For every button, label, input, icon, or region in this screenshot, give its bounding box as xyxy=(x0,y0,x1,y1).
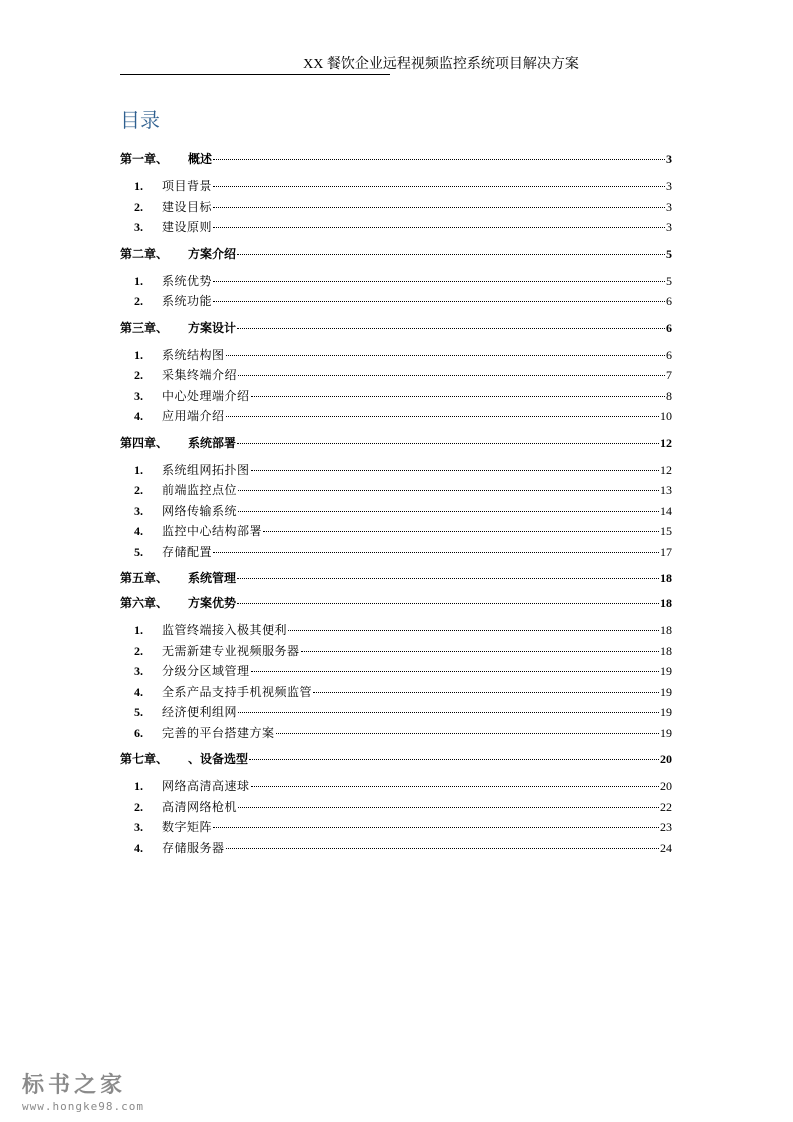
chapter-page-number: 3 xyxy=(666,152,672,166)
toc-section-entry[interactable] xyxy=(120,481,672,502)
section-number: 4. xyxy=(134,840,143,855)
section-title: 全系产品支持手机视频监管 xyxy=(162,684,313,699)
dot-leader xyxy=(251,671,659,672)
toc-section-entry[interactable] xyxy=(120,621,672,642)
toc-chapter-entry[interactable] xyxy=(120,594,672,615)
toc-section-entry[interactable] xyxy=(120,407,672,428)
dot-leader xyxy=(213,186,665,187)
toc-section-entry[interactable] xyxy=(120,272,672,293)
section-title: 监控中心结构部署 xyxy=(162,524,263,538)
chapter-number: 第七章、 xyxy=(120,752,169,766)
dot-leader xyxy=(226,416,659,417)
section-title: 存储服务器 xyxy=(162,840,225,855)
section-title: 应用端介绍 xyxy=(162,409,225,423)
toc-subsection-group xyxy=(120,346,672,428)
dot-leader xyxy=(213,301,665,302)
section-number: 3. xyxy=(134,220,143,234)
dot-leader xyxy=(237,254,665,255)
section-title: 系统优势 xyxy=(162,273,213,288)
dot-leader xyxy=(213,159,665,160)
section-number: 3. xyxy=(134,388,143,403)
watermark-brand: 标书之家 xyxy=(22,1073,127,1098)
section-number: 2. xyxy=(134,643,143,658)
section-number: 1. xyxy=(134,462,143,477)
dot-leader xyxy=(213,207,665,208)
section-title: 采集终端介绍 xyxy=(162,368,238,382)
dot-leader xyxy=(238,712,659,713)
section-number: 2. xyxy=(134,294,143,308)
dot-leader xyxy=(288,630,659,631)
toc-section-entry[interactable] xyxy=(120,502,672,523)
section-title: 前端监控点位 xyxy=(162,483,238,497)
section-number: 3. xyxy=(134,664,143,678)
section-page-number: 3 xyxy=(666,179,672,193)
page-header: XX 餐饮企业远程视频监控系统项目解决方案 xyxy=(303,57,579,72)
chapter-number: 第五章、 xyxy=(120,571,169,585)
section-number: 4. xyxy=(134,684,143,699)
toc-chapter-entry[interactable] xyxy=(120,150,672,171)
section-title: 系统组网拓扑图 xyxy=(162,462,250,477)
section-page-number: 23 xyxy=(660,820,672,834)
section-title: 数字矩阵 xyxy=(162,820,213,834)
section-title: 系统功能 xyxy=(162,294,213,308)
section-number: 1. xyxy=(134,779,143,793)
section-title: 无需新建专业视频服务器 xyxy=(162,643,300,658)
section-title: 完善的平台搭建方案 xyxy=(162,725,275,740)
toc-section-entry[interactable] xyxy=(120,218,672,239)
toc-section-entry[interactable] xyxy=(120,522,672,543)
section-number: 4. xyxy=(134,409,143,423)
dot-leader xyxy=(276,733,659,734)
toc-section-entry[interactable] xyxy=(120,366,672,387)
section-page-number: 5 xyxy=(666,273,672,288)
section-page-number: 19 xyxy=(660,725,672,740)
dot-leader xyxy=(213,827,659,828)
dot-leader xyxy=(237,328,665,329)
toc-section-entry[interactable] xyxy=(120,346,672,367)
dot-leader xyxy=(238,511,659,512)
chapter-page-number: 12 xyxy=(660,435,672,450)
chapter-page-number: 20 xyxy=(660,752,672,766)
toc-chapter-entry[interactable] xyxy=(120,434,672,455)
section-page-number: 8 xyxy=(666,388,672,403)
section-number: 6. xyxy=(134,725,143,740)
toc-subsection-group xyxy=(120,177,672,239)
section-title: 建设目标 xyxy=(162,199,213,214)
section-title: 高清网络枪机 xyxy=(162,799,238,814)
toc-section-entry[interactable] xyxy=(120,543,672,564)
section-title: 分级分区域管理 xyxy=(162,664,250,678)
toc-section-entry[interactable] xyxy=(120,387,672,408)
dot-leader xyxy=(238,490,659,491)
section-title: 网络传输系统 xyxy=(162,503,238,518)
dot-leader xyxy=(238,807,659,808)
toc-title: 目录 xyxy=(120,108,160,132)
section-number: 1. xyxy=(134,179,143,193)
toc-chapter-entry[interactable] xyxy=(120,319,672,340)
section-number: 2. xyxy=(134,799,143,814)
dot-leader xyxy=(237,578,659,579)
section-page-number: 20 xyxy=(660,779,672,793)
section-page-number: 14 xyxy=(660,503,672,518)
section-page-number: 19 xyxy=(660,664,672,678)
section-page-number: 3 xyxy=(666,220,672,234)
section-page-number: 6 xyxy=(666,294,672,308)
dot-leader xyxy=(213,552,659,553)
toc-subsection-group xyxy=(120,777,672,859)
section-title: 项目背景 xyxy=(162,179,213,193)
chapter-number: 第三章、 xyxy=(120,320,169,335)
section-title: 系统结构图 xyxy=(162,347,225,362)
section-page-number: 24 xyxy=(660,840,672,855)
section-title: 网络高清高速球 xyxy=(162,779,250,793)
toc-section-entry[interactable] xyxy=(120,177,672,198)
watermark-url: www.hongke98.com xyxy=(22,1100,144,1113)
toc-section-entry[interactable] xyxy=(120,683,672,704)
chapter-title: 方案设计 xyxy=(188,320,237,335)
chapter-number: 第四章、 xyxy=(120,435,169,450)
toc-section-entry[interactable] xyxy=(120,839,672,860)
toc-subsection-group xyxy=(120,461,672,564)
dot-leader xyxy=(251,786,659,787)
toc-section-entry[interactable] xyxy=(120,662,672,683)
section-title: 中心处理端介绍 xyxy=(162,388,250,403)
section-page-number: 13 xyxy=(660,483,672,497)
section-page-number: 3 xyxy=(666,199,672,214)
toc-chapter-entry[interactable] xyxy=(120,569,672,590)
section-page-number: 19 xyxy=(660,684,672,699)
section-title: 监管终端接入极其便利 xyxy=(162,623,288,637)
dot-leader xyxy=(226,848,659,849)
watermark xyxy=(22,1068,144,1113)
toc-chapter-entry[interactable] xyxy=(120,750,672,771)
section-page-number: 18 xyxy=(660,643,672,658)
section-page-number: 12 xyxy=(660,462,672,477)
toc-section-entry[interactable] xyxy=(120,818,672,839)
section-page-number: 10 xyxy=(660,409,672,423)
header-rule xyxy=(120,74,390,75)
dot-leader xyxy=(301,651,659,652)
dot-leader xyxy=(251,470,659,471)
dot-leader xyxy=(263,531,659,532)
section-number: 2. xyxy=(134,483,143,497)
chapter-title: 方案优势 xyxy=(188,596,237,610)
section-page-number: 22 xyxy=(660,799,672,814)
toc-list xyxy=(120,146,672,865)
section-number: 5. xyxy=(134,544,143,559)
chapter-title: 概述 xyxy=(188,152,213,166)
dot-leader xyxy=(238,375,665,376)
toc-subsection-group xyxy=(120,272,672,313)
chapter-number: 第六章、 xyxy=(120,596,169,610)
chapter-title: 、设备选型 xyxy=(188,752,249,766)
chapter-number: 第一章、 xyxy=(120,152,169,166)
toc-subsection-group xyxy=(120,621,672,744)
toc-section-entry[interactable] xyxy=(120,777,672,798)
chapter-page-number: 5 xyxy=(666,246,672,261)
section-page-number: 19 xyxy=(660,705,672,719)
chapter-page-number: 6 xyxy=(666,320,672,335)
chapter-title: 系统部署 xyxy=(188,435,237,450)
section-number: 5. xyxy=(134,705,143,719)
chapter-page-number: 18 xyxy=(660,596,672,610)
section-page-number: 18 xyxy=(660,623,672,637)
section-title: 建设原则 xyxy=(162,220,213,234)
dot-leader xyxy=(251,396,665,397)
section-number: 1. xyxy=(134,623,143,637)
toc-section-entry[interactable] xyxy=(120,198,672,219)
section-number: 4. xyxy=(134,524,143,538)
dot-leader xyxy=(237,603,659,604)
section-number: 2. xyxy=(134,368,143,382)
chapter-title: 系统管理 xyxy=(188,571,237,585)
section-page-number: 6 xyxy=(666,347,672,362)
chapter-page-number: 18 xyxy=(660,571,672,585)
toc-section-entry[interactable] xyxy=(120,642,672,663)
section-page-number: 17 xyxy=(660,544,672,559)
dot-leader xyxy=(213,227,665,228)
section-page-number: 7 xyxy=(666,368,672,382)
section-number: 1. xyxy=(134,273,143,288)
section-number: 1. xyxy=(134,347,143,362)
chapter-title: 方案介绍 xyxy=(188,246,237,261)
section-title: 经济便利组网 xyxy=(162,705,238,719)
section-number: 2. xyxy=(134,199,143,214)
toc-section-entry[interactable] xyxy=(120,292,672,313)
toc-section-entry[interactable] xyxy=(120,724,672,745)
dot-leader xyxy=(226,355,665,356)
dot-leader xyxy=(249,759,659,760)
dot-leader xyxy=(313,692,659,693)
dot-leader xyxy=(237,443,659,444)
dot-leader xyxy=(213,281,665,282)
section-page-number: 15 xyxy=(660,524,672,538)
section-title: 存储配置 xyxy=(162,544,213,559)
section-number: 3. xyxy=(134,820,143,834)
section-number: 3. xyxy=(134,503,143,518)
toc-section-entry[interactable] xyxy=(120,461,672,482)
toc-section-entry[interactable] xyxy=(120,703,672,724)
toc-section-entry[interactable] xyxy=(120,798,672,819)
chapter-number: 第二章、 xyxy=(120,246,169,261)
toc-chapter-entry[interactable] xyxy=(120,245,672,266)
